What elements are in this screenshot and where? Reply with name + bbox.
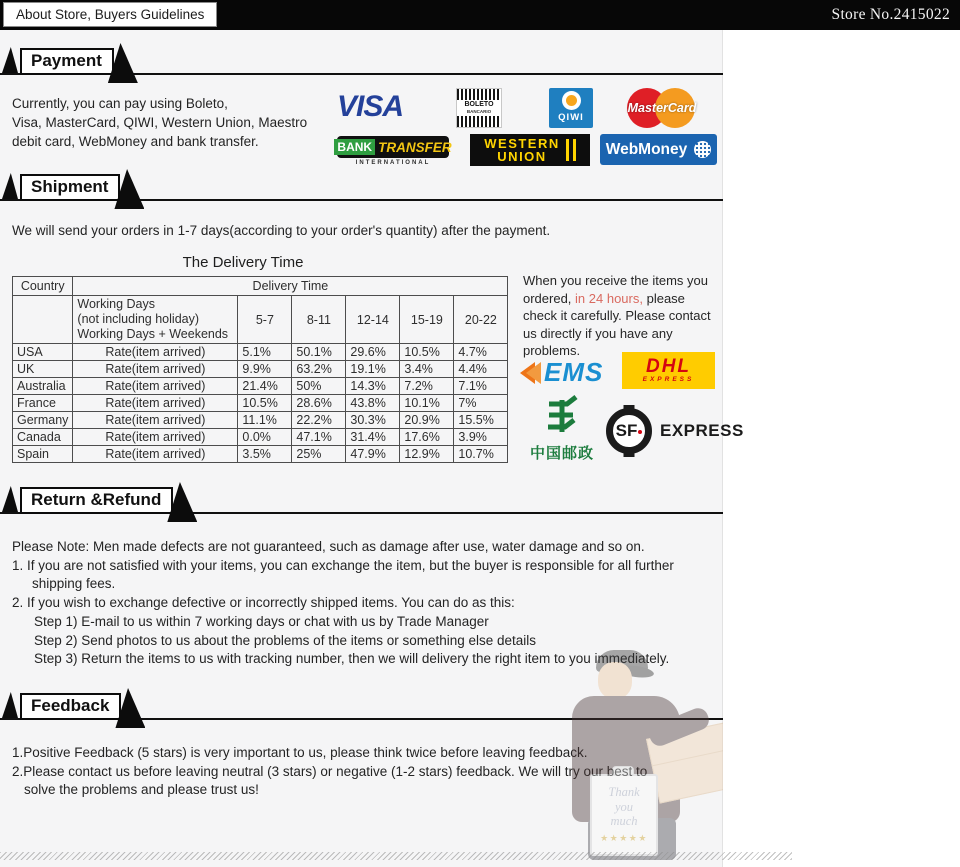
dhl-logo — [622, 352, 715, 389]
country-cell: UK — [13, 361, 73, 378]
boleto-sublabel: BANCARIO — [466, 109, 492, 114]
rate-label-cell: Rate(item arrived) — [73, 429, 238, 446]
table-row — [13, 395, 508, 412]
sign-text: Thank — [608, 785, 640, 799]
rate-cell: 3.5% — [238, 446, 292, 463]
table-row — [13, 361, 508, 378]
day-range-header: 15-19 — [400, 296, 454, 344]
rate-cell: 20.9% — [400, 412, 454, 429]
table-row — [13, 344, 508, 361]
chevron-icon — [526, 362, 541, 384]
rate-cell: 10.5% — [400, 344, 454, 361]
table-header-row — [13, 277, 508, 296]
section-title-payment: Payment — [20, 48, 114, 75]
boleto-logo — [456, 88, 502, 128]
delivery-man-image — [552, 646, 723, 860]
mastercard-wordmark: MasterCard — [627, 101, 697, 115]
payment-line: Visa, MasterCard, QIWI, Western Union, Maestro — [12, 115, 308, 130]
payment-line: Currently, you can pay using Boleto, — [12, 96, 228, 111]
working-days-line: (not including holiday) — [77, 312, 200, 326]
country-cell: Spain — [13, 446, 73, 463]
yellow-bars-icon — [566, 139, 576, 161]
hatched-border — [0, 852, 792, 860]
china-post-logo — [514, 394, 610, 463]
section-title-shipment: Shipment — [20, 174, 120, 201]
rate-cell: 63.2% — [292, 361, 346, 378]
feedback-item-2-cont: solve the problems and please trust us! — [24, 782, 259, 798]
table-subheader-row — [13, 296, 508, 344]
transfer-label: TRANSFER — [378, 139, 452, 155]
return-step-1: Step 1) E-mail to us within 7 working days or chat with us by Trade Manager — [34, 613, 489, 629]
rate-cell: 10.1% — [400, 395, 454, 412]
rate-label-cell: Rate(item arrived) — [73, 344, 238, 361]
return-item-1: 1. If you are not satisfied with your items, you can exchange the item, but the buyer is responsible for all further — [12, 557, 674, 573]
triangle-icon — [2, 692, 18, 718]
day-range-header: 20-22 — [454, 296, 508, 344]
section-title-return-refund: Return &Refund — [20, 487, 173, 514]
rate-cell: 14.3% — [346, 378, 400, 395]
rate-cell: 7.1% — [454, 378, 508, 395]
rate-cell: 9.9% — [238, 361, 292, 378]
day-range-header: 12-14 — [346, 296, 400, 344]
rate-cell: 47.1% — [292, 429, 346, 446]
rate-cell: 3.4% — [400, 361, 454, 378]
rate-cell: 12.9% — [400, 446, 454, 463]
title-bar — [0, 0, 960, 30]
day-range-header: 5-7 — [238, 296, 292, 344]
section-header-payment — [0, 44, 723, 75]
day-range-header: 8-11 — [292, 296, 346, 344]
table-row — [13, 429, 508, 446]
payment-description — [12, 94, 307, 151]
return-step-3: Step 3) Return the items to us with tracking number, then we will delivery the right item to you immediately. — [34, 651, 670, 667]
triangle-icon — [2, 486, 18, 512]
qiwi-logo — [549, 88, 593, 128]
rate-cell: 15.5% — [454, 412, 508, 429]
western-union-logo — [470, 134, 590, 166]
payment-line: debit card, WebMoney and bank transfer. — [12, 134, 259, 149]
bank-transfer-logo — [337, 136, 452, 166]
rate-label-cell: Rate(item arrived) — [73, 395, 238, 412]
rate-cell: 19.1% — [346, 361, 400, 378]
stars-icon: ★★★★★ — [600, 832, 648, 843]
red-dot-icon — [638, 430, 642, 434]
country-cell: USA — [13, 344, 73, 361]
ems-wordmark: EMS — [544, 357, 604, 387]
rate-cell: 10.5% — [238, 395, 292, 412]
country-cell: Australia — [13, 378, 73, 395]
western-label: WESTERN — [484, 136, 560, 151]
thank-you-sign — [590, 774, 658, 856]
rate-cell: 47.9% — [346, 446, 400, 463]
rate-cell: 21.4% — [238, 378, 292, 395]
note-highlight-24-hours: in 24 hours, — [575, 290, 643, 306]
union-label: UNION — [497, 149, 547, 164]
feedback-item-1: 1.Positive Feedback (5 stars) is very important to us, please think twice before leaving feedback. — [12, 745, 588, 760]
rate-cell: 50% — [292, 378, 346, 395]
rate-cell: 3.9% — [454, 429, 508, 446]
sf-badge-icon — [606, 408, 652, 454]
sign-text: you — [614, 799, 634, 814]
rate-cell: 31.4% — [346, 429, 400, 446]
note-text: please check it carefully. Please contact us directly if you have any problems. — [523, 290, 711, 358]
rate-cell: 11.1% — [238, 412, 292, 429]
table-row — [13, 412, 508, 429]
globe-icon — [694, 141, 711, 158]
rate-cell: 4.7% — [454, 344, 508, 361]
dhl-express-label: EXPRESS — [642, 376, 695, 383]
face-icon — [598, 662, 632, 699]
delivery-time-header: Delivery Time — [73, 277, 508, 296]
qiwi-circle-icon — [562, 91, 581, 110]
barcode-icon — [457, 89, 501, 100]
rate-cell: 10.7% — [454, 446, 508, 463]
rate-cell: 22.2% — [292, 412, 346, 429]
sf-express-logo — [606, 408, 744, 454]
sf-wordmark: SF — [615, 421, 638, 440]
rate-cell: 29.6% — [346, 344, 400, 361]
feedback-item-2: 2.Please contact us before leaving neutral (3 stars) or negative (1-2 stars) feedback. We will try our best to — [12, 763, 648, 779]
rate-cell: 50.1% — [292, 344, 346, 361]
triangle-icon — [2, 173, 18, 199]
country-cell: Canada — [13, 429, 73, 446]
country-cell: Germany — [13, 412, 73, 429]
dhl-wordmark: DHL — [645, 356, 692, 377]
rate-label-cell: Rate(item arrived) — [73, 361, 238, 378]
rate-label-cell: Rate(item arrived) — [73, 446, 238, 463]
return-step-2: Step 2) Send photos to us about the problems of the items or something else details — [34, 632, 537, 648]
table-row — [13, 446, 508, 463]
return-item-1-cont: shipping fees. — [32, 576, 116, 592]
boleto-label: BOLETO — [464, 101, 494, 108]
rate-label-cell: Rate(item arrived) — [73, 412, 238, 429]
bank-label: BANK — [334, 139, 375, 155]
qiwi-wordmark: QIWI — [558, 112, 584, 123]
webmoney-wordmark: WebMoney — [605, 140, 688, 158]
delivery-time-table — [12, 276, 508, 463]
working-days-line: Working Days + Weekends — [77, 327, 229, 341]
china-post-emblem-icon — [543, 394, 581, 434]
triangle-icon — [2, 47, 18, 73]
country-cell: France — [13, 395, 73, 412]
section-title-feedback: Feedback — [20, 693, 121, 720]
rate-cell: 17.6% — [400, 429, 454, 446]
rate-cell: 7.2% — [400, 378, 454, 395]
rate-cell: 0.0% — [238, 429, 292, 446]
store-number: Store No.2415022 — [831, 6, 950, 23]
working-days-line: Working Days — [77, 297, 155, 311]
rate-cell: 7% — [454, 395, 508, 412]
tab-about-store[interactable]: About Store, Buyers Guidelines — [3, 2, 217, 27]
international-label: INTERNATIONAL — [355, 160, 431, 166]
china-post-label: 中国邮政 — [529, 445, 594, 462]
mastercard-logo — [625, 84, 707, 132]
barcode-icon — [457, 116, 501, 127]
rate-cell: 43.8% — [346, 395, 400, 412]
sign-text: much — [610, 814, 638, 828]
return-item-2: 2. If you wish to exchange defective or incorrectly shipped items. You can do as this: — [12, 595, 515, 611]
rate-cell: 4.4% — [454, 361, 508, 378]
section-header-return-refund — [0, 483, 723, 514]
working-days-cell — [73, 296, 238, 344]
shipment-intro: We will send your orders in 1-7 days(according to your order's quantity) after the payment. — [12, 223, 551, 238]
delivery-table-title: The Delivery Time — [182, 254, 304, 271]
sf-express-label: EXPRESS — [660, 421, 744, 440]
rate-cell: 30.3% — [346, 412, 400, 429]
note-text: When you receive the items you ordered, — [523, 273, 708, 306]
rate-cell: 5.1% — [238, 344, 292, 361]
webmoney-logo — [600, 134, 717, 165]
visa-logo — [337, 90, 403, 124]
visa-wordmark: VISA — [337, 90, 404, 123]
country-header: Country — [13, 277, 73, 296]
return-note: Please Note: Men made defects are not guaranteed, such as damage after use, water damage and so on. — [12, 539, 645, 554]
section-header-shipment — [0, 170, 723, 201]
rate-cell: 28.6% — [292, 395, 346, 412]
rate-label-cell: Rate(item arrived) — [73, 378, 238, 395]
table-row — [13, 378, 508, 395]
ems-logo — [520, 357, 603, 388]
receive-note — [523, 272, 719, 360]
rate-cell: 25% — [292, 446, 346, 463]
